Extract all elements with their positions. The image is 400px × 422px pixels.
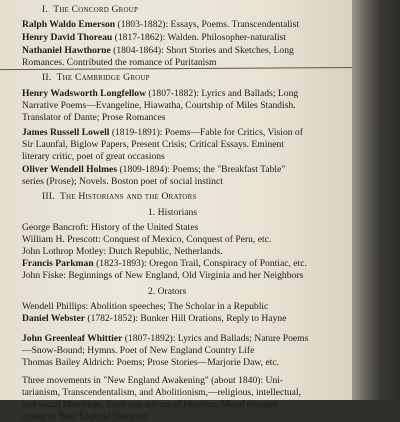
author-works: (1807-1882): Lyrics and Ballads; Long: [146, 88, 299, 99]
section-heading-concord: [42, 4, 138, 15]
summary-line-3: and social liberalism. Each was a form of Idealism. Moral element: [22, 399, 278, 410]
entry-holmes-cont: series (Prose); Novels. Boston poet of social instinct: [22, 176, 223, 187]
entry-parkman: [22, 258, 307, 269]
entry-fiske: John Fiske: Beginnings of New England, Old Virginia and her Neighbors: [22, 270, 304, 281]
entry-motley: John Lothrop Motley: Dutch Republic, Netherlands.: [22, 246, 223, 257]
summary-line-1: Three movements in "New England Awakening" (about 1840): Uni-: [22, 375, 284, 386]
entry-bancroft: George Bancroft: History of the United States: [22, 222, 199, 233]
author-works: (1817-1862): Walden. Philosopher-naturalist: [112, 32, 286, 43]
author-works: (1804-1864): Short Stories and Sketches, Long: [110, 45, 294, 56]
author-works: (1782-1852): Bunker Hill Orations, Reply to Hayne: [84, 313, 287, 324]
entry-phillips: Wendell Phillips: Abolition speeches; The Scholar in a Republic: [22, 301, 269, 312]
entry-emerson: [22, 19, 299, 30]
author-name: James Russell Lowell: [22, 127, 110, 138]
author-name: Ralph Waldo Emerson: [22, 19, 116, 30]
entry-whittier: [22, 333, 308, 344]
author-name: Oliver Wendell Holmes: [22, 164, 118, 175]
entry-aldrich: Thomas Bailey Aldrich: Poems; Prose Stories—Marjorie Daw, etc.: [22, 357, 280, 368]
heading-number: II.: [42, 72, 52, 83]
entry-holmes: [22, 164, 285, 175]
summary-line-2: tarianism, Transcendentalism, and Abolitionism,—religious, intellectual,: [22, 387, 301, 398]
author-name: John Greenleaf Whittier: [22, 333, 123, 344]
heading-text: The Concord Group: [53, 4, 139, 15]
subheading-historians: 1. Historians: [148, 207, 198, 218]
author-works: (1803-1882): Essays, Poems. Transcendentalist: [115, 19, 299, 30]
author-name: Henry Wadsworth Longfellow: [22, 88, 147, 99]
entry-longfellow: [22, 88, 298, 99]
author-works: (1807-1892): Lyrics and Ballads; Nature Poems: [122, 333, 309, 344]
page-edge-shadow: [352, 0, 400, 400]
author-name: Nathaniel Hawthorne: [22, 45, 111, 56]
entry-longfellow-cont2: Translator of Dante; Prose Romances: [22, 112, 166, 123]
entry-prescott: William H. Prescott: Conquest of Mexico, Conquest of Peru, etc.: [22, 234, 272, 245]
heading-number: III.: [42, 191, 55, 202]
author-works: (1819-1891): Poems—Fable for Critics, Vision of: [109, 127, 303, 138]
author-works: (1823-1893): Oregon Trail, Conspiracy of Pontiac, etc.: [93, 258, 307, 269]
author-works: (1809-1894): Poems; the "Breakfast Table": [117, 164, 286, 175]
subheading-orators: 2. Orators: [148, 286, 187, 297]
entry-longfellow-cont1: Narrative Poems—Evangeline, Hiawatha, Courtship of Miles Standish.: [22, 100, 296, 111]
summary-line-4: strong in New England literature.: [22, 411, 151, 422]
heading-text: The Cambridge Group: [56, 72, 150, 83]
entry-lowell-cont2: literary critic, poet of great occasions: [22, 151, 165, 162]
heading-text: The Historians and the Orators: [60, 191, 197, 202]
author-name: Daniel Webster: [22, 313, 85, 324]
heading-number: I.: [42, 4, 48, 15]
entry-whittier-cont: —Snow-Bound; Hymns. Poet of New England Country Life: [22, 345, 255, 356]
entry-hawthorne-cont: Romances. Contributed the romance of Puritanism: [22, 57, 217, 68]
entry-lowell-cont1: Sir Launfal, Biglow Papers, Present Crisis; Critical Essays. Eminent: [22, 139, 284, 150]
entry-hawthorne: [22, 45, 294, 56]
entry-lowell: [22, 127, 303, 138]
section-heading-historians-orators: [42, 191, 197, 202]
author-name: Henry David Thoreau: [22, 32, 113, 43]
entry-webster: [22, 313, 286, 324]
section-heading-cambridge: [42, 72, 150, 83]
author-name: Francis Parkman: [22, 258, 94, 269]
entry-thoreau: [22, 32, 286, 43]
